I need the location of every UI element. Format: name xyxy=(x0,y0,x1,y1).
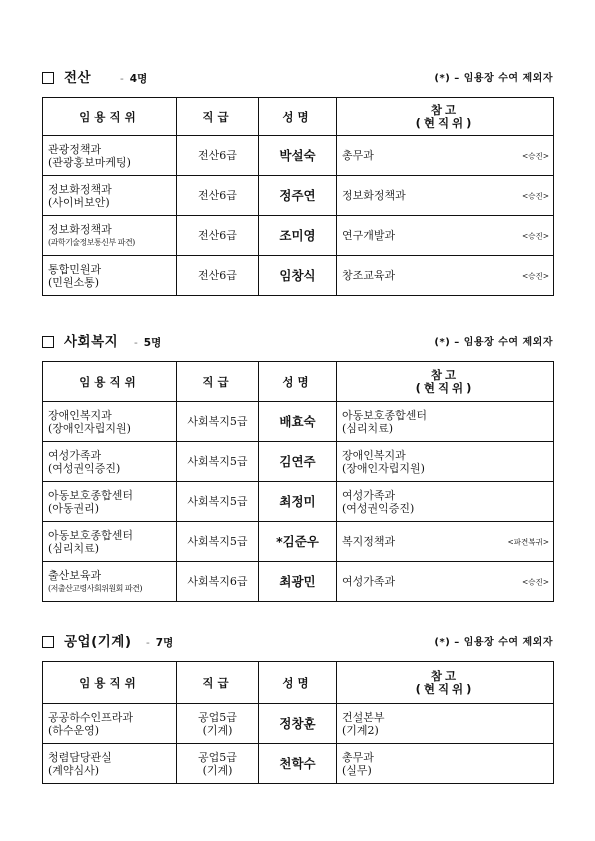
text-line: - xyxy=(134,337,138,349)
text-line: 정보화정책과 xyxy=(342,189,406,202)
text-line: 여성가족과 xyxy=(342,488,396,502)
grade-cell: 사회복지5급 xyxy=(177,442,259,482)
text-line: (장애인자립지원) xyxy=(342,461,425,475)
grade-cell xyxy=(177,744,259,784)
text-line: 복지정책과 xyxy=(342,535,396,548)
table-header-row xyxy=(43,98,554,136)
name-cell: 박설숙 xyxy=(259,136,337,176)
reference-cell xyxy=(337,216,554,256)
text-line: 정보화정책과 xyxy=(48,182,112,196)
text-line: 청렴담당관실 xyxy=(48,750,112,764)
reference-cell xyxy=(337,442,554,482)
text-line: 장애인복지과 xyxy=(342,448,406,462)
text-line: (현직위) xyxy=(415,380,475,395)
section-note: (*) – 임용장 수여 제외자 xyxy=(434,337,553,348)
header-reference xyxy=(337,98,554,136)
section-header xyxy=(42,334,553,352)
personnel-table xyxy=(42,661,554,784)
name-cell: 배효숙 xyxy=(259,402,337,442)
section-header xyxy=(42,634,553,652)
header-position: 임용직위 xyxy=(43,362,177,402)
position-cell xyxy=(43,522,177,562)
name-cell: 임창식 xyxy=(259,256,337,296)
name-cell: 최정미 xyxy=(259,482,337,522)
header-grade: 직급 xyxy=(177,662,259,704)
header-name: 성명 xyxy=(259,662,337,704)
reference-cell xyxy=(337,704,554,744)
section-count xyxy=(120,72,147,86)
text-line: 여성가족과 xyxy=(342,575,396,588)
text-line: 공업5급 xyxy=(198,750,237,764)
text-line: (기계2) xyxy=(342,723,379,737)
section-title: 전산 xyxy=(64,70,92,86)
table-row xyxy=(43,402,554,442)
text-line: (기계) xyxy=(202,763,233,777)
table-row xyxy=(43,562,554,602)
header-grade: 직급 xyxy=(177,362,259,402)
text-line: 아동보호종합센터 xyxy=(48,528,134,542)
table-header-row xyxy=(43,362,554,402)
name-cell: 정주연 xyxy=(259,176,337,216)
table-row xyxy=(43,482,554,522)
reference-cell xyxy=(337,482,554,522)
name-cell: 최광민 xyxy=(259,562,337,602)
personnel-table xyxy=(42,97,554,296)
table-row xyxy=(43,216,554,256)
text-line: 출산보육과 xyxy=(48,568,102,582)
text-line: 여성가족과 xyxy=(48,448,102,462)
text-line: (여성권익증진) xyxy=(342,501,415,515)
section-note: (*) – 임용장 수여 제외자 xyxy=(434,73,553,84)
status-tag: <승진> xyxy=(521,231,549,240)
section-header xyxy=(42,70,553,88)
checkbox-icon xyxy=(42,336,54,348)
grade-cell: 사회복지6급 xyxy=(177,562,259,602)
text-line: - xyxy=(120,73,124,85)
header-reference xyxy=(337,362,554,402)
section-industrial-mechanical xyxy=(42,634,553,777)
checkbox-icon xyxy=(42,72,54,84)
section-note: (*) – 임용장 수여 제외자 xyxy=(434,637,553,648)
section-computing xyxy=(42,70,553,289)
text-line: (관광홍보마케팅) xyxy=(48,155,131,169)
text-line: 4명 xyxy=(129,73,148,85)
text-line: (현직위) xyxy=(415,115,475,130)
text-line: 총무과 xyxy=(342,149,374,162)
position-cell xyxy=(43,704,177,744)
header-name: 성명 xyxy=(259,98,337,136)
position-cell xyxy=(43,136,177,176)
reference-cell xyxy=(337,402,554,442)
reference-cell xyxy=(337,136,554,176)
header-name: 성명 xyxy=(259,362,337,402)
table-row xyxy=(43,442,554,482)
grade-cell: 사회복지5급 xyxy=(177,402,259,442)
text-line: 공업5급 xyxy=(198,710,237,724)
section-social-welfare xyxy=(42,334,553,593)
grade-cell xyxy=(177,704,259,744)
text-line: 연구개발과 xyxy=(342,229,396,242)
status-tag: <승진> xyxy=(521,577,549,586)
text-line: (민원소통) xyxy=(48,275,100,289)
text-line: 공공하수인프라과 xyxy=(48,710,134,724)
position-cell xyxy=(43,402,177,442)
table-row xyxy=(43,744,554,784)
text-line: - xyxy=(146,637,150,649)
reference-cell xyxy=(337,522,554,562)
status-tag: <승진> xyxy=(521,151,549,160)
text-line: 7명 xyxy=(155,637,174,649)
text-line: (기계) xyxy=(202,723,233,737)
table-row xyxy=(43,704,554,744)
text-line: 관광정책과 xyxy=(48,142,102,156)
table-header-row xyxy=(43,662,554,704)
table-row xyxy=(43,256,554,296)
header-position: 임용직위 xyxy=(43,98,177,136)
text-line: (장애인자립지원) xyxy=(48,421,131,435)
header-reference xyxy=(337,662,554,704)
text-line: 건설본부 xyxy=(342,710,385,724)
text-line: (과학기술정보통신부 파견) xyxy=(48,237,135,247)
reference-cell xyxy=(337,256,554,296)
personnel-table xyxy=(42,361,554,602)
name-cell: 천학수 xyxy=(259,744,337,784)
grade-cell: 사회복지5급 xyxy=(177,522,259,562)
text-line: (사이버보안) xyxy=(48,195,110,209)
grade-cell: 전산6급 xyxy=(177,256,259,296)
text-line: (계약심사) xyxy=(48,763,100,777)
header-position: 임용직위 xyxy=(43,662,177,704)
text-line: (심리치료) xyxy=(48,541,100,555)
text-line: 참고 xyxy=(430,668,460,683)
position-cell xyxy=(43,176,177,216)
status-tag: <승진> xyxy=(521,191,549,200)
reference-cell xyxy=(337,744,554,784)
position-cell xyxy=(43,256,177,296)
text-line: (심리치료) xyxy=(342,421,394,435)
text-line: 5명 xyxy=(143,337,162,349)
section-count xyxy=(146,636,173,650)
reference-cell xyxy=(337,176,554,216)
section-count xyxy=(134,336,161,350)
status-tag: <승진> xyxy=(521,271,549,280)
text-line: 총무과 xyxy=(342,750,374,764)
checkbox-icon xyxy=(42,636,54,648)
status-tag: <파견복귀> xyxy=(507,537,549,546)
grade-cell: 전산6급 xyxy=(177,136,259,176)
text-line: (아동권리) xyxy=(48,501,100,515)
name-cell: 정창훈 xyxy=(259,704,337,744)
grade-cell: 전산6급 xyxy=(177,176,259,216)
header-grade: 직급 xyxy=(177,98,259,136)
name-cell: 조미영 xyxy=(259,216,337,256)
text-line: 장애인복지과 xyxy=(48,408,112,422)
table-row xyxy=(43,176,554,216)
name-cell: *김준우 xyxy=(259,522,337,562)
text-line: 참고 xyxy=(430,102,460,117)
text-line: 정보화정책과 xyxy=(48,222,112,236)
name-cell: 김연주 xyxy=(259,442,337,482)
table-row xyxy=(43,136,554,176)
section-title: 사회복지 xyxy=(64,334,119,350)
text-line: 아동보호종합센터 xyxy=(342,408,428,422)
position-cell xyxy=(43,482,177,522)
position-cell xyxy=(43,562,177,602)
text-line: (하수운영) xyxy=(48,723,100,737)
position-cell xyxy=(43,744,177,784)
grade-cell: 사회복지5급 xyxy=(177,482,259,522)
grade-cell: 전산6급 xyxy=(177,216,259,256)
text-line: (여성권익증진) xyxy=(48,461,121,475)
position-cell xyxy=(43,442,177,482)
text-line: (저출산고령사회위원회 파견) xyxy=(48,583,143,593)
position-cell xyxy=(43,216,177,256)
table-row xyxy=(43,522,554,562)
text-line: 아동보호종합센터 xyxy=(48,488,134,502)
section-title: 공업(기계) xyxy=(64,634,132,650)
text-line: 통합민원과 xyxy=(48,262,102,276)
text-line: (현직위) xyxy=(415,681,475,696)
text-line: (실무) xyxy=(342,763,372,777)
text-line: 참고 xyxy=(430,367,460,382)
text-line: 창조교육과 xyxy=(342,269,396,282)
reference-cell xyxy=(337,562,554,602)
